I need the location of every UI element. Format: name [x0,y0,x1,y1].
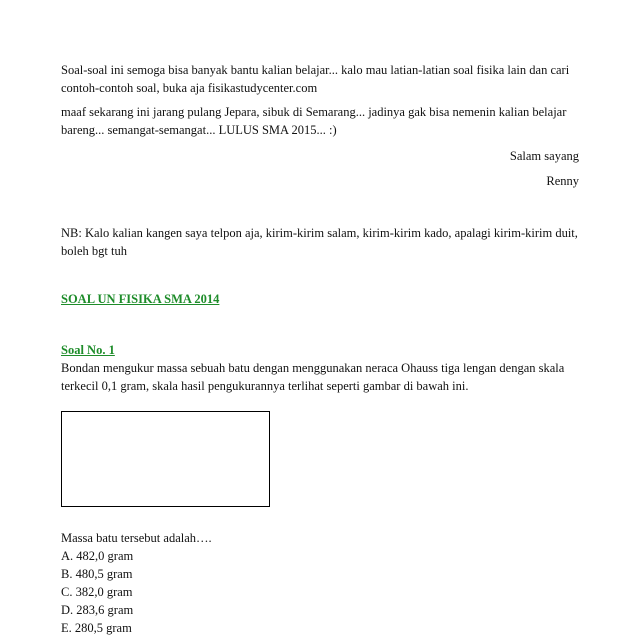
closing-greeting: Salam sayang [509,149,579,163]
note-paragraph: NB: Kalo kalian kangen saya telpon aja, kirim-kirim salam, kirim-kirim kado, apalagi kirim-kirim duit, boleh bgt tuh [61,226,578,258]
question-label: Soal No. 1 [61,343,115,357]
signature: Renny [546,174,579,188]
question-text: Bondan mengukur massa sebuah batu dengan menggunakan neraca Ohauss tiga lengan dengan skala terkecil 0,1 gram, skala hasil pengukurannya terlihat seperti gambar di bawah ini. [61,361,565,393]
ohauss-balance-figure-placeholder [61,411,270,507]
option-c: C. 382,0 gram [61,585,133,599]
option-b: B. 480,5 gram [61,567,133,581]
option-e: E. 280,5 gram [61,621,132,635]
option-d: D. 283,6 gram [61,603,134,617]
section-title: SOAL UN FISIKA SMA 2014 [61,292,220,306]
intro-paragraph-1: Soal-soal ini semoga bisa banyak bantu kalian belajar... kalo mau latian-latian soal fisika lain dan cari contoh-contoh soal, buka aja fisikastudycenter.com [61,63,570,95]
question-prompt: Massa batu tersebut adalah…. [61,531,212,545]
intro-paragraph-2: maaf sekarang ini jarang pulang Jepara, sibuk di Semarang... jadinya gak bisa nemenin kalian belajar bareng... semangat-semangat... LULUS SMA 2015... :) [61,105,567,137]
option-a: A. 482,0 gram [61,549,134,563]
